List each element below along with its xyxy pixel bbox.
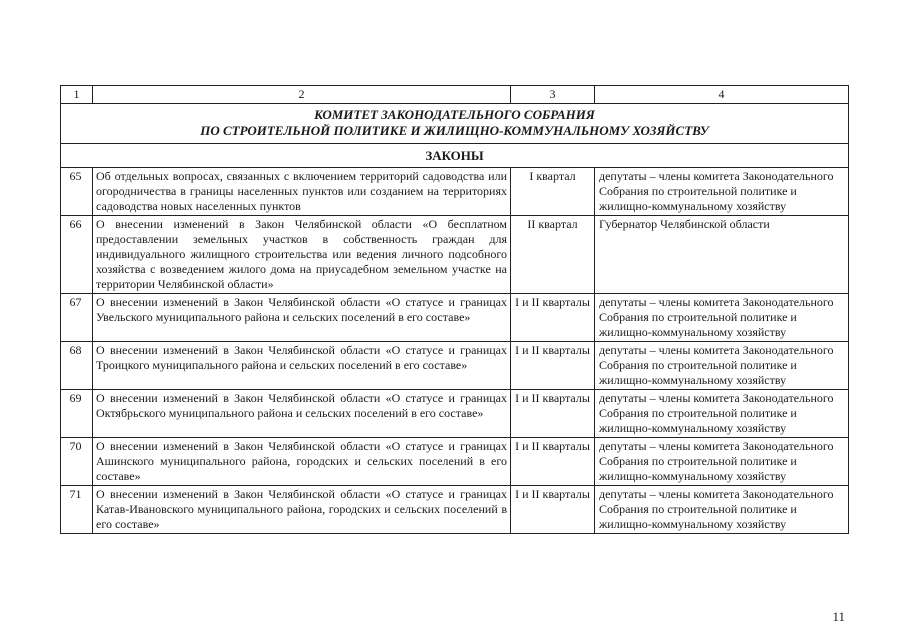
term-cell: I и II кварталы — [511, 438, 595, 486]
responsible-cell: депутаты – члены комитета Законодательного Собрания по строительной политике и жилищно-коммунальному хозяйству — [595, 486, 849, 534]
column-number: 2 — [93, 86, 511, 104]
row-number: 69 — [61, 390, 93, 438]
row-number: 67 — [61, 294, 93, 342]
responsible-cell: Губернатор Челябинской области — [595, 216, 849, 294]
committee-heading-row — [61, 104, 849, 144]
row-number: 68 — [61, 342, 93, 390]
row-number: 66 — [61, 216, 93, 294]
responsible-cell: депутаты – члены комитета Законодательного Собрания по строительной политике и жилищно-коммунальному хозяйству — [595, 390, 849, 438]
committee-heading-line: ПО СТРОИТЕЛЬНОЙ ПОЛИТИКЕ И ЖИЛИЩНО-КОММУНАЛЬНОМУ ХОЗЯЙСТВУ — [200, 123, 709, 138]
row-number: 70 — [61, 438, 93, 486]
page-number: 11 — [832, 609, 845, 624]
responsible-cell: депутаты – члены комитета Законодательного Собрания по строительной политике и жилищно-коммунальному хозяйству — [595, 294, 849, 342]
term-cell: I и II кварталы — [511, 294, 595, 342]
row-number: 71 — [61, 486, 93, 534]
section-heading-row — [61, 144, 849, 168]
table-row — [61, 216, 849, 294]
term-cell: I и II кварталы — [511, 486, 595, 534]
table-row — [61, 438, 849, 486]
term-cell: I квартал — [511, 168, 595, 216]
section-heading: ЗАКОНЫ — [61, 144, 849, 168]
committee-heading-line: КОМИТЕТ ЗАКОНОДАТЕЛЬНОГО СОБРАНИЯ — [314, 107, 595, 122]
law-title: О внесении изменений в Закон Челябинской области «О статусе и границах Ашинского муниципального района, городских и сельских поселений в его составе» — [93, 438, 511, 486]
term-cell: I и II кварталы — [511, 342, 595, 390]
law-title: О внесении изменений в Закон Челябинской области «О статусе и границах Катав-Ивановского муниципального района, городских и сельских поселений в его составе» — [93, 486, 511, 534]
term-cell: I и II кварталы — [511, 390, 595, 438]
plan-table — [60, 85, 849, 534]
committee-heading — [61, 104, 849, 144]
law-title: О внесении изменений в Закон Челябинской области «О бесплатном предоставлении земельных участков в собственность граждан для индивидуального жилищного строительства или ведения личного подсобного хозяйства с возведением жилого дома на приусадебном земельном участке на территории Челябинской области» — [93, 216, 511, 294]
column-number: 3 — [511, 86, 595, 104]
term-cell: II квартал — [511, 216, 595, 294]
row-number: 65 — [61, 168, 93, 216]
responsible-cell: депутаты – члены комитета Законодательного Собрания по строительной политике и жилищно-коммунальному хозяйству — [595, 168, 849, 216]
column-number-row — [61, 86, 849, 104]
table-row — [61, 342, 849, 390]
column-number: 1 — [61, 86, 93, 104]
table-row — [61, 294, 849, 342]
responsible-cell: депутаты – члены комитета Законодательного Собрания по строительной политике и жилищно-коммунальному хозяйству — [595, 342, 849, 390]
responsible-cell: депутаты – члены комитета Законодательного Собрания по строительной политике и жилищно-коммунальному хозяйству — [595, 438, 849, 486]
column-number: 4 — [595, 86, 849, 104]
table-row — [61, 168, 849, 216]
law-title: О внесении изменений в Закон Челябинской области «О статусе и границах Увельского муниципального района и сельских поселений в его составе» — [93, 294, 511, 342]
table-body — [61, 86, 849, 534]
table-row — [61, 390, 849, 438]
table-row — [61, 486, 849, 534]
law-title: Об отдельных вопросах, связанных с включением территорий садоводства или огородничества в границы населенных пунктов или созданием на территориях садоводства новых населенных пунктов — [93, 168, 511, 216]
law-title: О внесении изменений в Закон Челябинской области «О статусе и границах Троицкого муниципального района и сельских поселений в его составе» — [93, 342, 511, 390]
law-title: О внесении изменений в Закон Челябинской области «О статусе и границах Октябрьского муниципального района и сельских поселений в его составе» — [93, 390, 511, 438]
